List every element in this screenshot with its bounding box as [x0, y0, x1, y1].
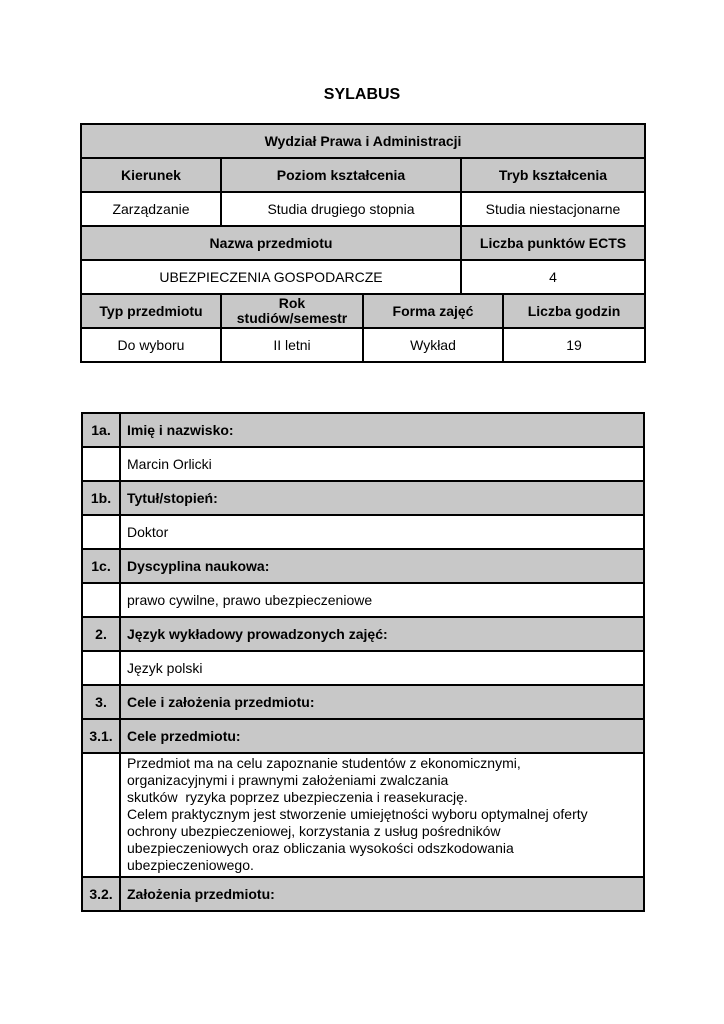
language-value: Język polski	[120, 651, 644, 685]
page-title: SYLABUS	[323, 86, 401, 103]
section-label: Cele i założenia przedmiotu:	[120, 685, 644, 719]
lecturer-name: Marcin Orlicki	[120, 447, 644, 481]
empty-cell	[82, 515, 120, 549]
typ-value: Do wyboru	[81, 328, 221, 362]
rok-header-line1: Rok	[278, 295, 306, 311]
empty-cell	[82, 651, 120, 685]
rok-header	[221, 294, 363, 328]
course-goals-text	[120, 753, 644, 877]
lecturer-title: Doktor	[120, 515, 644, 549]
section-label: Cele przedmiotu:	[120, 719, 644, 753]
empty-cell	[82, 583, 120, 617]
syllabus-details-table	[81, 412, 645, 912]
poziom-value: Studia drugiego stopnia	[221, 192, 461, 226]
tryb-value: Studia niestacjonarne	[461, 192, 645, 226]
poziom-header: Poziom kształcenia	[221, 158, 461, 192]
forma-header: Forma zajęć	[363, 294, 503, 328]
discipline-value: prawo cywilne, prawo ubezpieczeniowe	[120, 583, 644, 617]
section-label: Imię i nazwisko:	[120, 413, 644, 447]
faculty-header: Wydział Prawa i Administracji	[81, 124, 645, 158]
tryb-header: Tryb kształcenia	[461, 158, 645, 192]
goals-line: Celem praktycznym jest stworzenie umiejętności wyboru optymalnej oferty	[127, 806, 588, 822]
ects-header: Liczba punktów ECTS	[461, 226, 645, 260]
section-number: 3.1.	[82, 719, 120, 753]
goals-line: ubezpieczeniowych oraz obliczania wysokości odszkodowania	[127, 840, 514, 856]
course-info-table	[80, 123, 646, 363]
goals-line: ubezpieczeniowego.	[127, 857, 254, 873]
section-label: Założenia przedmiotu:	[120, 877, 644, 911]
section-number: 1a.	[82, 413, 120, 447]
section-label: Tytuł/stopień:	[120, 481, 644, 515]
section-number: 1c.	[82, 549, 120, 583]
nazwa-header: Nazwa przedmiotu	[81, 226, 461, 260]
ects-value: 4	[461, 260, 645, 294]
goals-line: skutków ryzyka poprzez ubezpieczenia i reasekurację.	[127, 789, 468, 805]
goals-line: Przedmiot ma na celu zapoznanie studentów z ekonomicznymi,	[127, 755, 521, 771]
section-label: Język wykładowy prowadzonych zajęć:	[120, 617, 644, 651]
kierunek-header: Kierunek	[81, 158, 221, 192]
kierunek-value: Zarządzanie	[81, 192, 221, 226]
godzin-value: 19	[503, 328, 645, 362]
goals-line: organizacyjnymi i prawnymi założeniami zwalczania	[127, 772, 449, 788]
section-number: 3.2.	[82, 877, 120, 911]
section-number: 1b.	[82, 481, 120, 515]
section-number: 3.	[82, 685, 120, 719]
nazwa-value: UBEZPIECZENIA GOSPODARCZE	[81, 260, 461, 294]
typ-header: Typ przedmiotu	[81, 294, 221, 328]
empty-cell	[82, 447, 120, 481]
goals-line: ochrony ubezpieczeniowej, korzystania z usług pośredników	[127, 823, 501, 839]
empty-cell	[82, 753, 120, 877]
forma-value: Wykład	[363, 328, 503, 362]
section-label: Dyscyplina naukowa:	[120, 549, 644, 583]
section-number: 2.	[82, 617, 120, 651]
rok-value: II letni	[221, 328, 363, 362]
rok-header-line2: studiów/semestr	[236, 310, 348, 326]
godzin-header: Liczba godzin	[503, 294, 645, 328]
